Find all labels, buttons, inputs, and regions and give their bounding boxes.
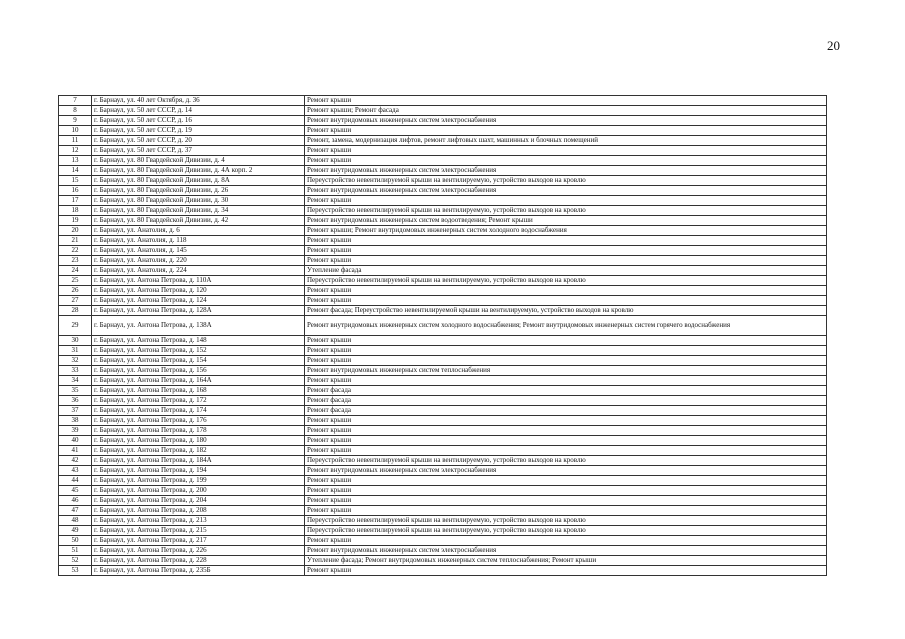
work-type-cell: Переустройство невентилируемой крыши на вентилируемую, устройство выходов на кровлю [305, 516, 827, 526]
table-row [59, 196, 827, 206]
row-number-cell: 23 [59, 256, 92, 266]
address-cell: г. Барнаул, ул. 80 Гвардейской Дивизии, д. 4А корп. 2 [92, 166, 305, 176]
work-type-cell: Ремонт крыши [305, 476, 827, 486]
work-type-cell: Ремонт крыши [305, 436, 827, 446]
work-type-cell: Ремонт крыши [305, 566, 827, 576]
row-number-cell: 38 [59, 416, 92, 426]
work-type-cell: Ремонт крыши; Ремонт внутридомовых инженерных систем холодного водоснабжения [305, 226, 827, 236]
work-type-cell: Ремонт крыши [305, 96, 827, 106]
address-cell: г. Барнаул, ул. 50 лет СССР, д. 14 [92, 106, 305, 116]
work-type-cell: Ремонт внутридомовых инженерных систем электроснабжения [305, 166, 827, 176]
table-row [59, 556, 827, 566]
row-number-cell: 49 [59, 526, 92, 536]
row-number-cell: 10 [59, 126, 92, 136]
table-row [59, 356, 827, 366]
address-cell: г. Барнаул, ул. Антона Петрова, д. 235Б [92, 566, 305, 576]
row-number-cell: 34 [59, 376, 92, 386]
table-row [59, 96, 827, 106]
row-number-cell: 20 [59, 226, 92, 236]
work-type-cell: Ремонт крыши [305, 346, 827, 356]
work-type-cell: Ремонт крыши [305, 126, 827, 136]
address-cell: г. Барнаул, ул. Антона Петрова, д. 154 [92, 356, 305, 366]
work-type-cell: Ремонт внутридомовых инженерных систем электроснабжения [305, 546, 827, 556]
table-row [59, 456, 827, 466]
work-type-cell: Ремонт крыши [305, 196, 827, 206]
table-row [59, 236, 827, 246]
table-row [59, 296, 827, 306]
address-cell: г. Барнаул, ул. 80 Гвардейской Дивизии, д. 8А [92, 176, 305, 186]
row-number-cell: 13 [59, 156, 92, 166]
table-row [59, 416, 827, 426]
address-cell: г. Барнаул, ул. Антона Петрова, д. 110А [92, 276, 305, 286]
table-row [59, 276, 827, 286]
work-type-cell: Ремонт внутридомовых инженерных систем электроснабжения [305, 186, 827, 196]
address-cell: г. Барнаул, ул. 50 лет СССР, д. 20 [92, 136, 305, 146]
row-number-cell: 31 [59, 346, 92, 356]
row-number-cell: 51 [59, 546, 92, 556]
table-row [59, 386, 827, 396]
work-type-cell: Ремонт внутридомовых инженерных систем холодного водоснабжения; Ремонт внутридомовых инженерных систем горячего водоснабжения [305, 316, 827, 336]
work-type-cell: Ремонт крыши [305, 506, 827, 516]
table-row [59, 106, 827, 116]
row-number-cell: 24 [59, 266, 92, 276]
row-number-cell: 46 [59, 496, 92, 506]
work-type-cell: Ремонт крыши [305, 146, 827, 156]
row-number-cell: 44 [59, 476, 92, 486]
work-type-cell: Переустройство невентилируемой крыши на вентилируемую, устройство выходов на кровлю [305, 176, 827, 186]
table-row [59, 496, 827, 506]
table-row [59, 546, 827, 556]
row-number-cell: 7 [59, 96, 92, 106]
table-row [59, 156, 827, 166]
table-row [59, 206, 827, 216]
table-row [59, 316, 827, 336]
address-cell: г. Барнаул, ул. Антона Петрова, д. 124 [92, 296, 305, 306]
work-type-cell: Утепление фасада [305, 266, 827, 276]
address-cell: г. Барнаул, ул. Антона Петрова, д. 148 [92, 336, 305, 346]
address-cell: г. Барнаул, ул. Антона Петрова, д. 152 [92, 346, 305, 356]
row-number-cell: 45 [59, 486, 92, 496]
table-row [59, 186, 827, 196]
row-number-cell: 27 [59, 296, 92, 306]
table-row [59, 486, 827, 496]
table-row [59, 436, 827, 446]
row-number-cell: 32 [59, 356, 92, 366]
table-row [59, 506, 827, 516]
address-cell: г. Барнаул, ул. Антона Петрова, д. 168 [92, 386, 305, 396]
address-cell: г. Барнаул, ул. Антона Петрова, д. 184А [92, 456, 305, 466]
table-row [59, 336, 827, 346]
row-number-cell: 30 [59, 336, 92, 346]
row-number-cell: 28 [59, 306, 92, 316]
row-number-cell: 8 [59, 106, 92, 116]
table-row [59, 346, 827, 356]
table-row [59, 536, 827, 546]
work-type-cell: Ремонт крыши [305, 336, 827, 346]
work-type-cell: Ремонт крыши [305, 246, 827, 256]
table-row [59, 216, 827, 226]
address-cell: г. Барнаул, ул. 80 Гвардейской Дивизии, д. 42 [92, 216, 305, 226]
row-number-cell: 19 [59, 216, 92, 226]
address-cell: г. Барнаул, ул. Анатолия, д. 145 [92, 246, 305, 256]
work-type-cell: Ремонт крыши [305, 496, 827, 506]
address-cell: г. Барнаул, ул. 40 лет Октября, д. 36 [92, 96, 305, 106]
row-number-cell: 22 [59, 246, 92, 256]
row-number-cell: 9 [59, 116, 92, 126]
address-cell: г. Барнаул, ул. Антона Петрова, д. 208 [92, 506, 305, 516]
address-cell: г. Барнаул, ул. 80 Гвардейской Дивизии, д. 34 [92, 206, 305, 216]
table-row [59, 226, 827, 236]
row-number-cell: 36 [59, 396, 92, 406]
work-type-cell: Переустройство невентилируемой крыши на вентилируемую, устройство выходов на кровлю [305, 456, 827, 466]
address-cell: г. Барнаул, ул. Антона Петрова, д. 174 [92, 406, 305, 416]
work-type-cell: Переустройство невентилируемой крыши на вентилируемую, устройство выходов на кровлю [305, 526, 827, 536]
address-cell: г. Барнаул, ул. Антона Петрова, д. 213 [92, 516, 305, 526]
address-cell: г. Барнаул, ул. Анатолия, д. 118 [92, 236, 305, 246]
work-type-cell: Ремонт крыши [305, 376, 827, 386]
row-number-cell: 17 [59, 196, 92, 206]
table-row [59, 146, 827, 156]
table-row [59, 476, 827, 486]
work-type-cell: Ремонт крыши [305, 236, 827, 246]
row-number-cell: 39 [59, 426, 92, 436]
row-number-cell: 35 [59, 386, 92, 396]
table-row [59, 166, 827, 176]
address-cell: г. Барнаул, ул. 50 лет СССР, д. 37 [92, 146, 305, 156]
work-type-cell: Переустройство невентилируемой крыши на вентилируемую, устройство выходов на кровлю [305, 276, 827, 286]
address-cell: г. Барнаул, ул. Антона Петрова, д. 182 [92, 446, 305, 456]
table-row [59, 566, 827, 576]
work-type-cell: Ремонт крыши [305, 486, 827, 496]
work-type-cell: Переустройство невентилируемой крыши на вентилируемую, устройство выходов на кровлю [305, 206, 827, 216]
address-cell: г. Барнаул, ул. Антона Петрова, д. 204 [92, 496, 305, 506]
row-number-cell: 26 [59, 286, 92, 296]
row-number-cell: 40 [59, 436, 92, 446]
row-number-cell: 37 [59, 406, 92, 416]
row-number-cell: 29 [59, 316, 92, 336]
table-row [59, 526, 827, 536]
table-row [59, 396, 827, 406]
row-number-cell: 15 [59, 176, 92, 186]
address-cell: г. Барнаул, ул. Антона Петрова, д. 164А [92, 376, 305, 386]
address-cell: г. Барнаул, ул. Антона Петрова, д. 199 [92, 476, 305, 486]
table-row [59, 516, 827, 526]
work-type-cell: Ремонт крыши [305, 156, 827, 166]
row-number-cell: 16 [59, 186, 92, 196]
work-type-cell: Ремонт, замена, модернизация лифтов, ремонт лифтовых шахт, машинных и блочных помещений [305, 136, 827, 146]
table-row [59, 256, 827, 266]
address-cell: г. Барнаул, ул. Анатолия, д. 224 [92, 266, 305, 276]
address-cell: г. Барнаул, ул. Анатолия, д. 6 [92, 226, 305, 236]
work-type-cell: Ремонт фасада [305, 406, 827, 416]
table-row [59, 246, 827, 256]
work-type-cell: Ремонт фасада [305, 396, 827, 406]
row-number-cell: 33 [59, 366, 92, 376]
row-number-cell: 21 [59, 236, 92, 246]
row-number-cell: 14 [59, 166, 92, 176]
table-row [59, 286, 827, 296]
row-number-cell: 41 [59, 446, 92, 456]
row-number-cell: 48 [59, 516, 92, 526]
table-row [59, 376, 827, 386]
work-type-cell: Ремонт крыши [305, 296, 827, 306]
address-cell: г. Барнаул, ул. Антона Петрова, д. 176 [92, 416, 305, 426]
address-cell: г. Барнаул, ул. Антона Петрова, д. 226 [92, 546, 305, 556]
work-type-cell: Ремонт крыши [305, 416, 827, 426]
row-number-cell: 12 [59, 146, 92, 156]
row-number-cell: 11 [59, 136, 92, 146]
address-cell: г. Барнаул, ул. Антона Петрова, д. 215 [92, 526, 305, 536]
work-type-cell: Утепление фасада; Ремонт внутридомовых инженерных систем теплоснабжения; Ремонт крыши [305, 556, 827, 566]
row-number-cell: 25 [59, 276, 92, 286]
work-type-cell: Ремонт внутридомовых инженерных систем электроснабжения [305, 116, 827, 126]
work-type-cell: Ремонт крыши [305, 286, 827, 296]
work-type-cell: Ремонт крыши [305, 356, 827, 366]
table-row [59, 366, 827, 376]
table-row [59, 116, 827, 126]
work-type-cell: Ремонт крыши [305, 426, 827, 436]
address-cell: г. Барнаул, ул. Антона Петрова, д. 228 [92, 556, 305, 566]
row-number-cell: 52 [59, 556, 92, 566]
address-cell: г. Барнаул, ул. Антона Петрова, д. 138А [92, 316, 305, 336]
address-cell: г. Барнаул, ул. Антона Петрова, д. 156 [92, 366, 305, 376]
work-type-cell: Ремонт внутридомовых инженерных систем электроснабжения [305, 466, 827, 476]
address-cell: г. Барнаул, ул. 80 Гвардейской Дивизии, д. 26 [92, 186, 305, 196]
address-cell: г. Барнаул, ул. 50 лет СССР, д. 16 [92, 116, 305, 126]
works-table-body [59, 96, 827, 576]
work-type-cell: Ремонт крыши [305, 536, 827, 546]
address-cell: г. Барнаул, ул. Антона Петрова, д. 194 [92, 466, 305, 476]
table-row [59, 426, 827, 436]
work-type-cell: Ремонт крыши [305, 446, 827, 456]
row-number-cell: 53 [59, 566, 92, 576]
work-type-cell: Ремонт крыши; Ремонт фасада [305, 106, 827, 116]
address-cell: г. Барнаул, ул. Антона Петрова, д. 217 [92, 536, 305, 546]
address-cell: г. Барнаул, ул. Антона Петрова, д. 120 [92, 286, 305, 296]
table-row [59, 136, 827, 146]
address-cell: г. Барнаул, ул. 80 Гвардейской Дивизии, д. 30 [92, 196, 305, 206]
address-cell: г. Барнаул, ул. Антона Петрова, д. 172 [92, 396, 305, 406]
work-type-cell: Ремонт внутридомовых инженерных систем водоотведения; Ремонт крыши [305, 216, 827, 226]
work-type-cell: Ремонт крыши [305, 256, 827, 266]
row-number-cell: 50 [59, 536, 92, 546]
address-cell: г. Барнаул, ул. Анатолия, д. 220 [92, 256, 305, 266]
table-row [59, 266, 827, 276]
table-row [59, 126, 827, 136]
row-number-cell: 42 [59, 456, 92, 466]
table-row [59, 176, 827, 186]
table-row [59, 306, 827, 316]
row-number-cell: 18 [59, 206, 92, 216]
work-type-cell: Ремонт фасада; Переустройство невентилируемой крыши на вентилируемую, устройство выходов на кровлю [305, 306, 827, 316]
table-row [59, 466, 827, 476]
address-cell: г. Барнаул, ул. Антона Петрова, д. 200 [92, 486, 305, 496]
address-cell: г. Барнаул, ул. Антона Петрова, д. 178 [92, 426, 305, 436]
table-row [59, 446, 827, 456]
table-row [59, 406, 827, 416]
work-type-cell: Ремонт внутридомовых инженерных систем теплоснабжения [305, 366, 827, 376]
row-number-cell: 47 [59, 506, 92, 516]
address-cell: г. Барнаул, ул. Антона Петрова, д. 180 [92, 436, 305, 446]
address-cell: г. Барнаул, ул. 50 лет СССР, д. 19 [92, 126, 305, 136]
address-cell: г. Барнаул, ул. Антона Петрова, д. 128А [92, 306, 305, 316]
row-number-cell: 43 [59, 466, 92, 476]
address-cell: г. Барнаул, ул. 80 Гвардейской Дивизии, д. 4 [92, 156, 305, 166]
works-table [58, 95, 827, 576]
works-table-container [58, 95, 826, 576]
work-type-cell: Ремонт фасада [305, 386, 827, 396]
page-number: 20 [827, 38, 840, 53]
